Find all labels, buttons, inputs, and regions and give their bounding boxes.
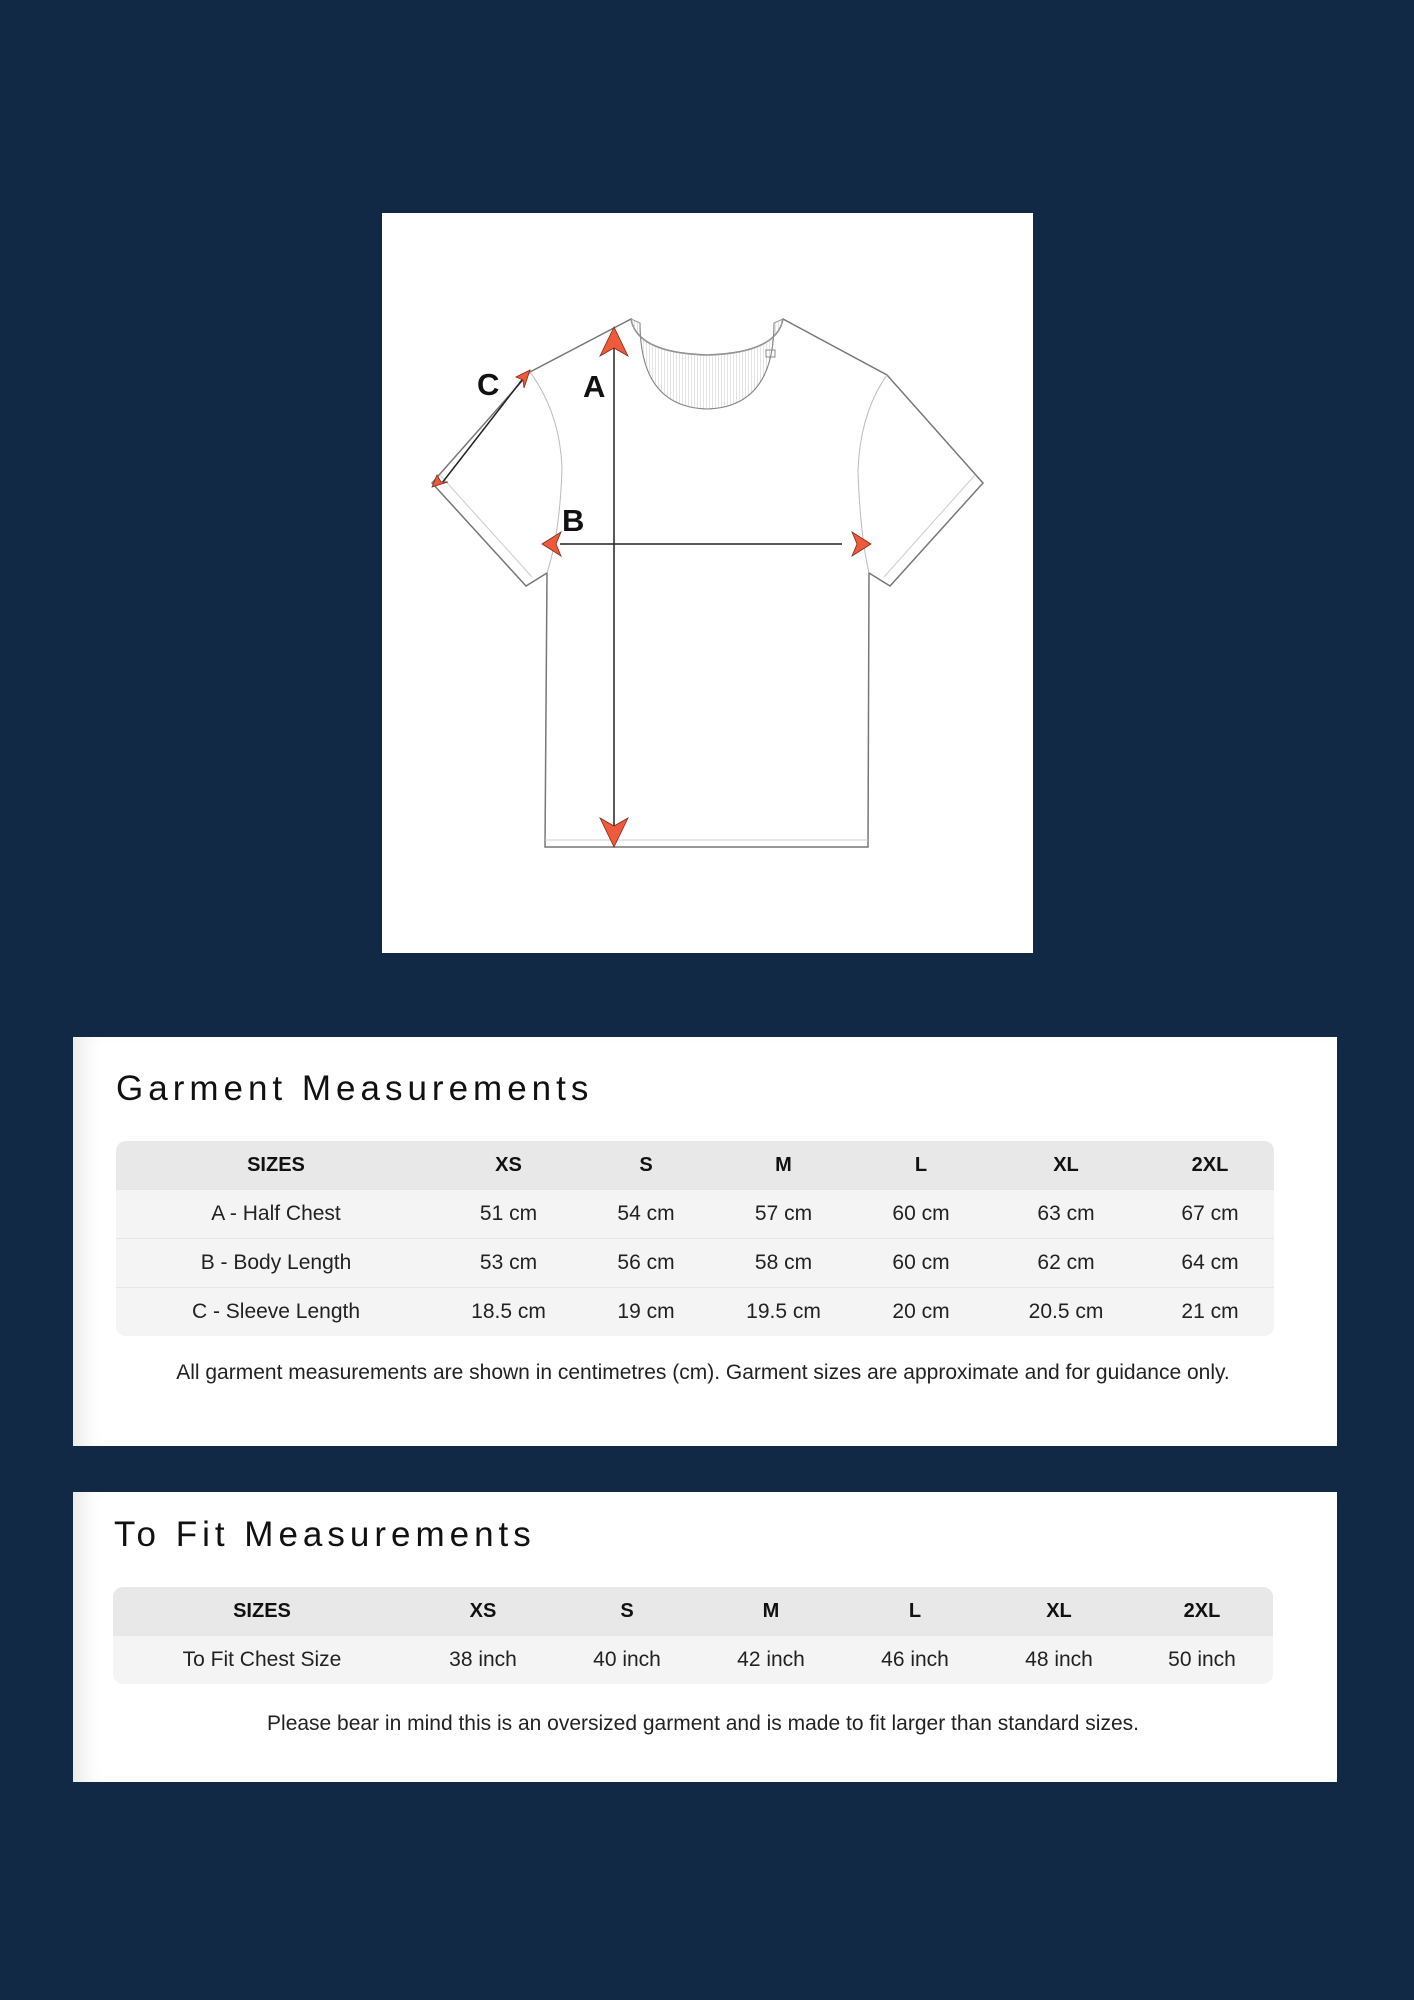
label-c: C <box>477 367 500 402</box>
cell: 19 cm <box>581 1288 711 1337</box>
cell: 38 inch <box>411 1636 555 1685</box>
garment-table <box>116 1141 1274 1336</box>
cell: 63 cm <box>986 1190 1146 1239</box>
to-fit-measurements-panel <box>73 1492 1337 1782</box>
table-row <box>113 1636 1273 1685</box>
table-header-row <box>116 1141 1274 1190</box>
cell: 20.5 cm <box>986 1288 1146 1337</box>
table-row <box>116 1288 1274 1337</box>
header-xl: XL <box>987 1587 1131 1636</box>
header-l: L <box>856 1141 986 1190</box>
cell: 62 cm <box>986 1239 1146 1288</box>
cell: 50 inch <box>1131 1636 1273 1685</box>
garment-measurements-panel <box>73 1037 1337 1446</box>
cell: 58 cm <box>711 1239 856 1288</box>
fit-note: Please bear in mind this is an oversized garment and is made to fit larger than standard sizes. <box>267 1712 1139 1735</box>
cell: 60 cm <box>856 1239 986 1288</box>
cell: 20 cm <box>856 1288 986 1337</box>
header-2xl: 2XL <box>1131 1587 1273 1636</box>
header-s: S <box>555 1587 699 1636</box>
header-l: L <box>843 1587 987 1636</box>
cell: 48 inch <box>987 1636 1131 1685</box>
cell: 56 cm <box>581 1239 711 1288</box>
cell: 57 cm <box>711 1190 856 1239</box>
header-m: M <box>711 1141 856 1190</box>
header-2xl: 2XL <box>1146 1141 1274 1190</box>
cell: 67 cm <box>1146 1190 1274 1239</box>
cell: 42 inch <box>699 1636 843 1685</box>
header-sizes: SIZES <box>113 1587 411 1636</box>
cell: 53 cm <box>436 1239 581 1288</box>
header-sizes: SIZES <box>116 1141 436 1190</box>
table-row <box>116 1190 1274 1239</box>
cell: 19.5 cm <box>711 1288 856 1337</box>
cell: 54 cm <box>581 1190 711 1239</box>
header-s: S <box>581 1141 711 1190</box>
tshirt-diagram <box>382 213 1033 953</box>
fit-title: To Fit Measurements <box>114 1515 536 1554</box>
row-label: B - Body Length <box>116 1239 436 1288</box>
cell: 21 cm <box>1146 1288 1274 1337</box>
tshirt-svg <box>382 213 1033 953</box>
cell: 64 cm <box>1146 1239 1274 1288</box>
cell: 46 inch <box>843 1636 987 1685</box>
cell: 51 cm <box>436 1190 581 1239</box>
header-xs: XS <box>411 1587 555 1636</box>
header-m: M <box>699 1587 843 1636</box>
garment-title: Garment Measurements <box>116 1069 594 1108</box>
table-row <box>116 1239 1274 1288</box>
cell: 18.5 cm <box>436 1288 581 1337</box>
cell: 60 cm <box>856 1190 986 1239</box>
fit-table <box>113 1587 1273 1684</box>
garment-note: All garment measurements are shown in centimetres (cm). Garment sizes are approximate and for guidance only. <box>176 1361 1230 1384</box>
label-a: A <box>583 369 606 404</box>
row-label: To Fit Chest Size <box>113 1636 411 1685</box>
label-b: B <box>562 503 585 538</box>
table-header-row <box>113 1587 1273 1636</box>
header-xl: XL <box>986 1141 1146 1190</box>
row-label: C - Sleeve Length <box>116 1288 436 1337</box>
cell: 40 inch <box>555 1636 699 1685</box>
header-xs: XS <box>436 1141 581 1190</box>
row-label: A - Half Chest <box>116 1190 436 1239</box>
